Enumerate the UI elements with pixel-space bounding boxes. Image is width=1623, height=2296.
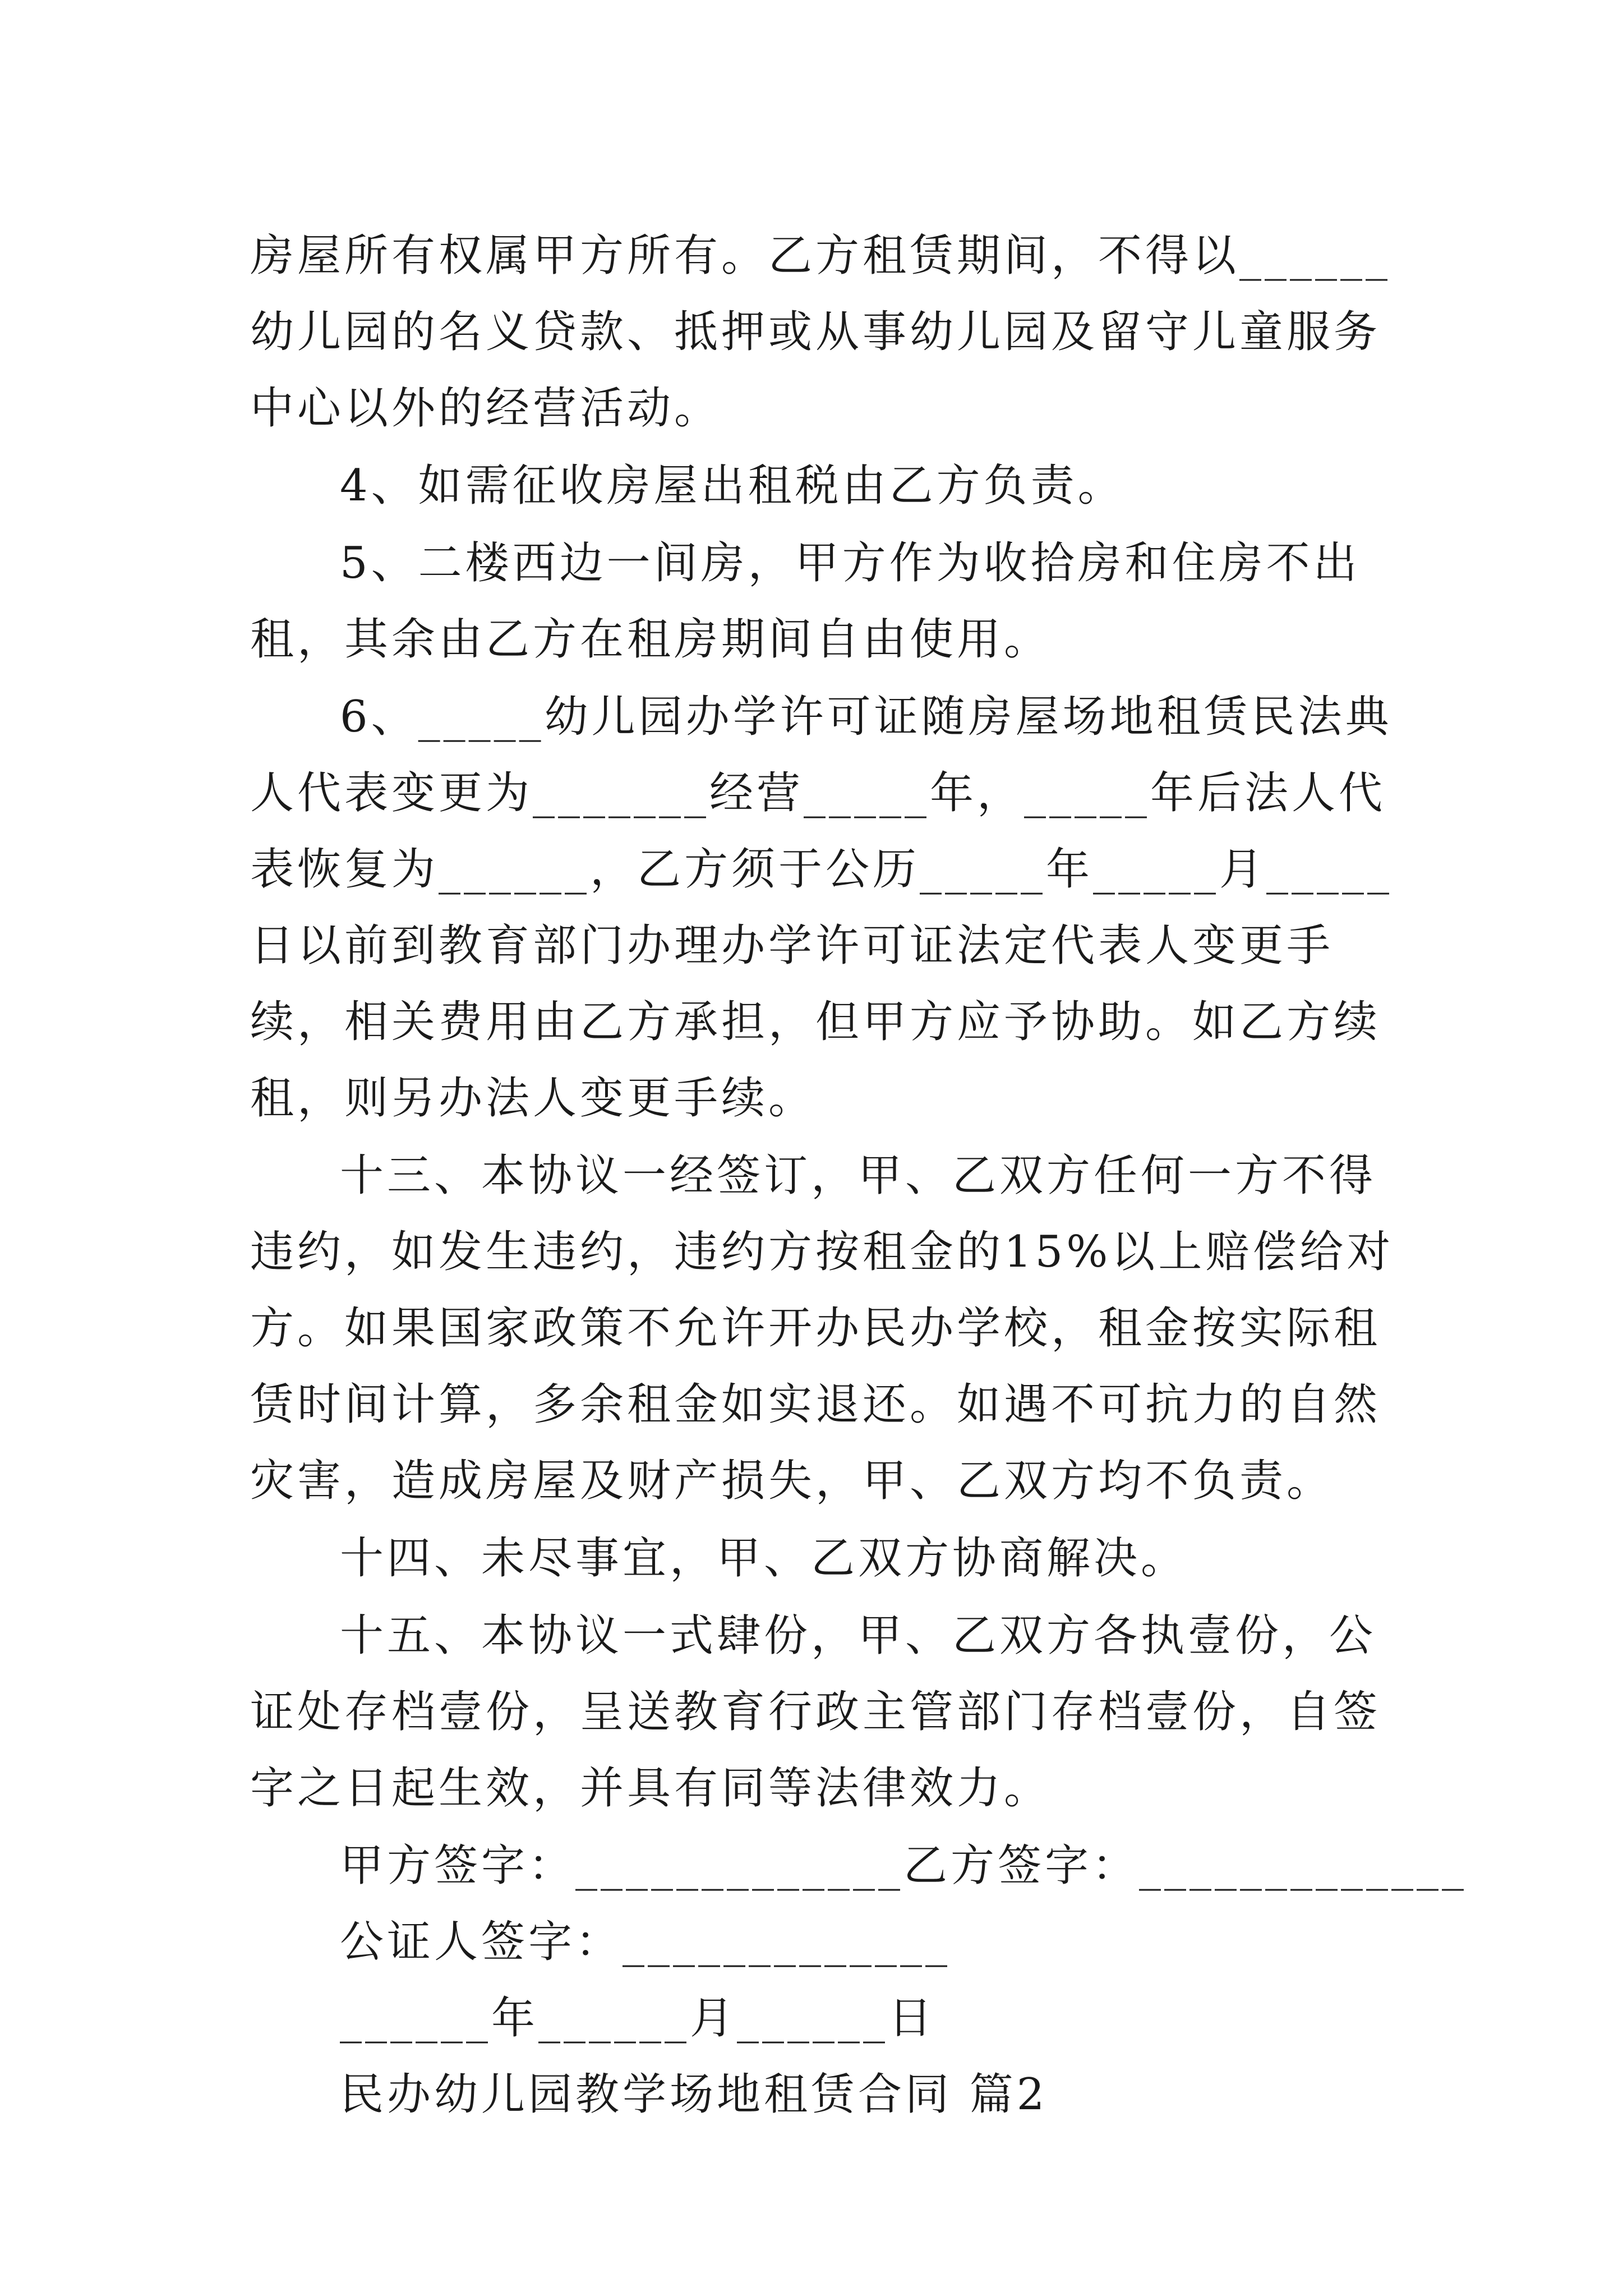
paragraph-clause-14: 十四、未尽事宜，甲、乙双方协商解决。 <box>340 1533 1188 1584</box>
signature-party-line: 甲方签字：_____________乙方签字：_____________ <box>340 1841 1468 1891</box>
paragraph-clause-13: 十三、本协议一经签订，甲、乙双方任何一方不得违约，如发生违约，违约方按租金的15%以上赔偿给对方。如果国家政策不允许开办民办学校，租金按实际租赁时间计算，多余租金如实退还。如遇不可抗力的自然灾害，造成房屋及财产损失，甲、乙双方均不负责。 <box>250 1151 1394 1506</box>
paragraph-clause-5: 5、二楼西边一间房，甲方作为收拾房和住房不出租，其余由乙方在租房期间自由使用。 <box>250 538 1361 665</box>
paragraph-ownership: 房屋所有权属甲方所有。乙方租赁期间，不得以______幼儿园的名义贷款、抵押或从事幼儿园及留守儿童服务中心以外的经营活动。 <box>250 231 1391 434</box>
paragraph-clause-15: 十五、本协议一式肆份，甲、乙双方各执壹份，公证处存档壹份，呈送教育行政主管部门存档壹份，自签字之日起生效，并具有同等法律效力。 <box>250 1611 1381 1814</box>
paragraph-clause-6: 6、_____幼儿园办学许可证随房屋场地租赁民法典人代表变更为_______经营_____年，_____年后法人代表恢复为______，乙方须于公历_____年_____月_____日以前到教育部门办理办学许可证法定代表人变更手续，相关费用由乙方承担，但甲方应予协助。如乙方续租，则另办法人变更手续。 <box>250 692 1393 1124</box>
signature-date-line: ______年______月______日 <box>340 1993 936 2044</box>
signature-notary-line: 公证人签字：_____________ <box>340 1917 951 1967</box>
document-body <box>250 218 1468 2133</box>
paragraph-clause-4: 4、如需征收房屋出租税由乙方负责。 <box>340 461 1125 511</box>
next-section-title: 民办幼儿园教学场地租赁合同 篇2 <box>340 2069 1048 2120</box>
